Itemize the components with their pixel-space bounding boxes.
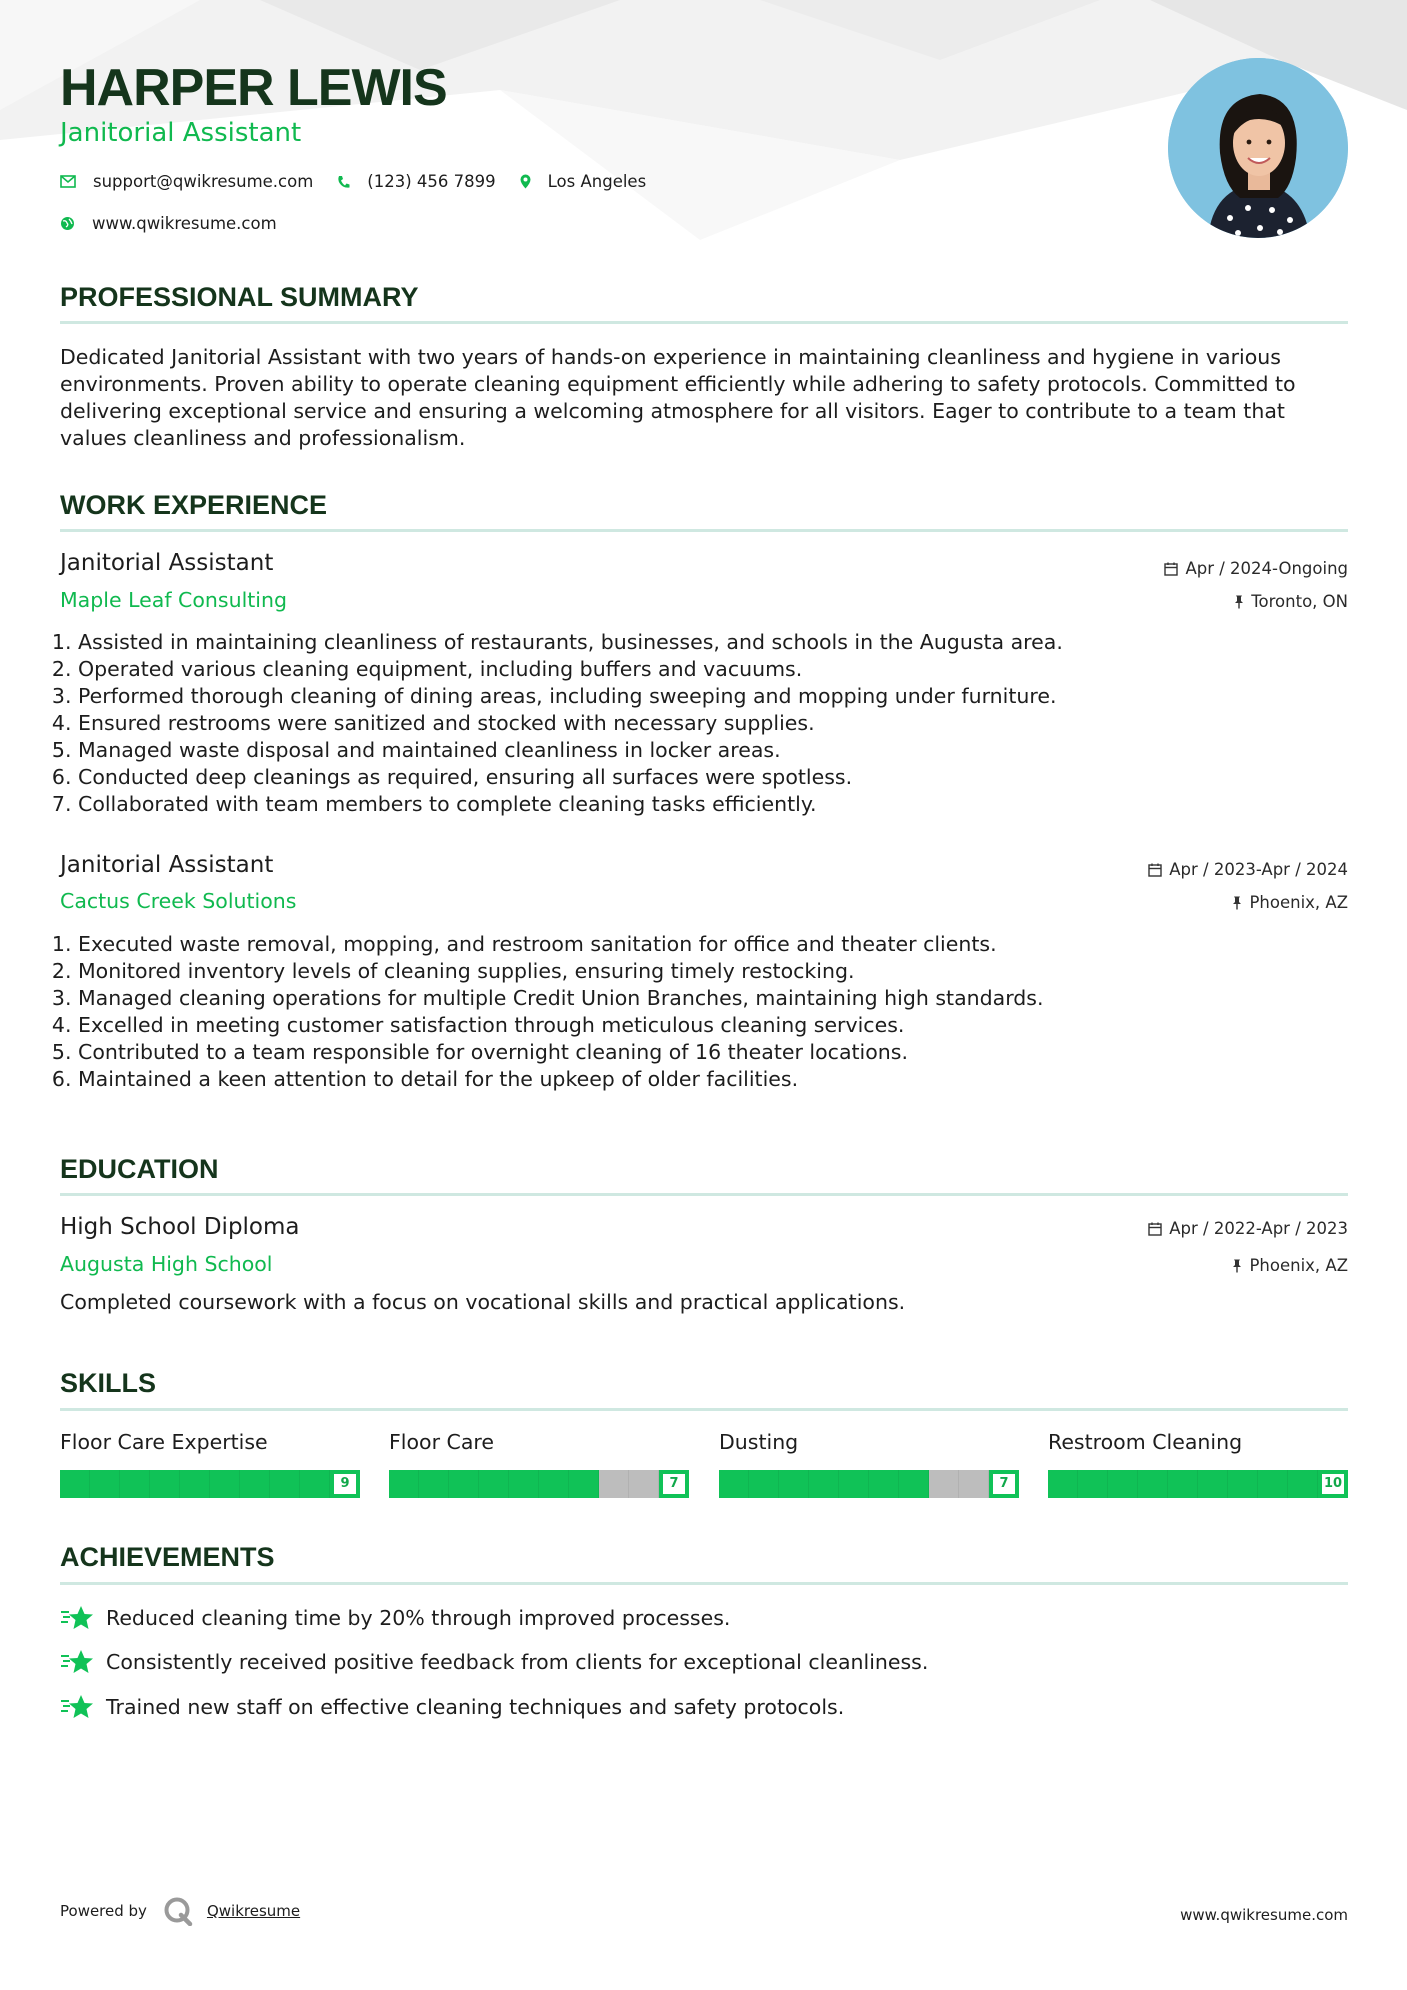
skill-bar-segment — [150, 1470, 180, 1498]
phone-text: (123) 456 7899 — [367, 172, 496, 191]
education-degree: High School Diploma — [60, 1214, 300, 1240]
website-row — [60, 214, 301, 233]
summary-line: Dedicated Janitorial Assistant with two years of hands-on experience in maintaining cleanliness and hygiene in various — [60, 345, 1281, 369]
summary-line: values cleanliness and professionalism. — [60, 426, 466, 450]
job-duties-list — [60, 931, 1043, 1093]
email-item[interactable] — [60, 172, 313, 191]
education-school: Augusta High School — [60, 1252, 273, 1276]
list-item: 5. Contributed to a team responsible for overnight cleaning of 16 theater locations. — [78, 1039, 1043, 1066]
list-item: 1. Assisted in maintaining cleanliness of restaurants, businesses, and schools in the Augusta area. — [78, 629, 1063, 656]
calendar-icon — [1148, 863, 1162, 877]
skill-level-bar — [1048, 1470, 1348, 1498]
phone-icon — [337, 175, 350, 189]
summary-divider — [60, 321, 1348, 324]
powered-by-label: Powered by — [60, 1902, 147, 1920]
skill-bar-segment — [120, 1470, 150, 1498]
skill-score: 7 — [993, 1474, 1015, 1494]
map-pin-icon — [520, 174, 531, 189]
skills-divider — [60, 1408, 1348, 1411]
calendar-icon — [1164, 562, 1178, 576]
skill-score-badge — [330, 1470, 360, 1498]
location-text: Los Angeles — [547, 172, 647, 191]
education-dates-text: Apr / 2022-Apr / 2023 — [1169, 1219, 1348, 1238]
list-item: 4. Ensured restrooms were sanitized and stocked with necessary supplies. — [78, 710, 1063, 737]
skill-item — [60, 1430, 360, 1498]
achievement-item — [60, 1693, 844, 1721]
pushpin-icon — [1234, 595, 1244, 609]
skill-bar-segment — [1258, 1470, 1288, 1498]
skill-bar-segment — [749, 1470, 779, 1498]
skill-level-bar — [389, 1470, 689, 1498]
job-dates — [1164, 559, 1348, 578]
skill-bar-segment — [719, 1470, 749, 1498]
website-text: www.qwikresume.com — [92, 214, 277, 233]
skill-score-badge — [1318, 1470, 1348, 1498]
skill-bar-segment — [839, 1470, 869, 1498]
skill-item — [1048, 1430, 1348, 1498]
footer-powered-by — [60, 1896, 300, 1926]
location-item — [520, 172, 647, 191]
job-title: Janitorial Assistant — [60, 852, 274, 878]
skill-bar-segment — [599, 1470, 629, 1498]
achievement-text: Consistently received positive feedback from clients for exceptional cleanliness. — [106, 1650, 929, 1674]
skill-bar-segment — [929, 1470, 959, 1498]
skill-bar-segment — [60, 1470, 90, 1498]
pushpin-icon — [1232, 1259, 1242, 1273]
skill-score: 9 — [334, 1474, 356, 1494]
pushpin-icon — [1232, 896, 1242, 910]
summary-text — [60, 344, 1348, 452]
candidate-name: HARPER LEWIS — [60, 59, 447, 117]
skill-bar-segment — [300, 1470, 330, 1498]
achievement-item — [60, 1648, 928, 1676]
skill-bar-segment — [90, 1470, 120, 1498]
education-description: Completed coursework with a focus on vocational skills and practical applications. — [60, 1290, 906, 1314]
list-item: 6. Maintained a keen attention to detail for the upkeep of older facilities. — [78, 1066, 1043, 1093]
email-text: support@qwikresume.com — [93, 172, 314, 191]
star-badge-icon — [60, 1693, 94, 1721]
skill-bar-segment — [1198, 1470, 1228, 1498]
skill-bar-segment — [779, 1470, 809, 1498]
skill-bar-segment — [389, 1470, 419, 1498]
skill-bar-segment — [1168, 1470, 1198, 1498]
list-item: 2. Monitored inventory levels of cleaning supplies, ensuring timely restocking. — [78, 958, 1043, 985]
skill-bar-segment — [509, 1470, 539, 1498]
summary-line: environments. Proven ability to operate cleaning equipment efficiently while adhering to safety protocols. Committed to — [60, 372, 1296, 396]
achievements-heading: ACHIEVEMENTS — [60, 1542, 275, 1572]
qwikresume-link[interactable]: Qwikresume — [206, 1902, 301, 1920]
skill-bar-segment — [1228, 1470, 1258, 1498]
skill-bar-segment — [240, 1470, 270, 1498]
list-item: 7. Collaborated with team members to complete cleaning tasks efficiently. — [78, 791, 1063, 818]
skill-bar-segment — [479, 1470, 509, 1498]
achievement-text: Trained new staff on effective cleaning techniques and safety protocols. — [106, 1695, 845, 1719]
skill-bar-segment — [419, 1470, 449, 1498]
education-divider — [60, 1193, 1348, 1196]
star-badge-icon — [60, 1604, 94, 1632]
experience-divider — [60, 529, 1348, 532]
skill-bar-segment — [629, 1470, 659, 1498]
footer-website[interactable]: www.qwikresume.com — [1180, 1906, 1348, 1924]
contact-row — [60, 172, 670, 191]
education-heading: EDUCATION — [60, 1154, 219, 1184]
job-duties-list — [60, 629, 1063, 818]
list-item: 4. Excelled in meeting customer satisfaction through meticulous cleaning services. — [78, 1012, 1043, 1039]
skill-name: Floor Care Expertise — [60, 1430, 268, 1454]
qwikresume-logo-icon — [163, 1896, 193, 1926]
experience-heading: WORK EXPERIENCE — [60, 490, 328, 520]
list-item: 3. Performed thorough cleaning of dining areas, including sweeping and mopping under furniture. — [78, 683, 1063, 710]
job-company: Cactus Creek Solutions — [60, 889, 297, 913]
list-item: 5. Managed waste disposal and maintained cleanliness in locker areas. — [78, 737, 1063, 764]
skill-bar-segment — [1048, 1470, 1078, 1498]
skill-bar-segment — [959, 1470, 989, 1498]
skill-bar-segment — [180, 1470, 210, 1498]
job-dates-text: Apr / 2023-Apr / 2024 — [1169, 860, 1348, 879]
skill-bar-segment — [449, 1470, 479, 1498]
globe-icon — [60, 216, 75, 231]
job-company: Maple Leaf Consulting — [60, 588, 288, 612]
achievement-text: Reduced cleaning time by 20% through improved processes. — [106, 1606, 731, 1630]
skill-item — [389, 1430, 689, 1498]
skill-score: 7 — [663, 1474, 685, 1494]
education-dates — [1148, 1219, 1348, 1238]
achievement-item — [60, 1604, 730, 1632]
job-location — [1232, 893, 1348, 912]
skill-bar-segment — [569, 1470, 599, 1498]
skill-bar-segment — [270, 1470, 300, 1498]
skill-bar-segment — [1288, 1470, 1318, 1498]
summary-heading: PROFESSIONAL SUMMARY — [60, 282, 419, 312]
list-item: 1. Executed waste removal, mopping, and restroom sanitation for office and theater clients. — [78, 931, 1043, 958]
list-item: 6. Conducted deep cleanings as required, ensuring all surfaces were spotless. — [78, 764, 1063, 791]
skill-bar-segment — [1078, 1470, 1108, 1498]
skill-name: Restroom Cleaning — [1048, 1430, 1243, 1454]
website-item[interactable] — [60, 214, 277, 233]
skill-name: Dusting — [719, 1430, 799, 1454]
skill-level-bar — [60, 1470, 360, 1498]
job-location-text: Toronto, ON — [1251, 592, 1348, 611]
skill-bar-segment — [1138, 1470, 1168, 1498]
skill-bar-segment — [899, 1470, 929, 1498]
skill-bar-segment — [1108, 1470, 1138, 1498]
star-badge-icon — [60, 1648, 94, 1676]
skill-score: 10 — [1322, 1474, 1344, 1494]
summary-line: delivering exceptional service and ensuring a welcoming atmosphere for all visitors. Eager to contribute to a team that — [60, 399, 1285, 423]
skill-score-badge — [989, 1470, 1019, 1498]
skill-name: Floor Care — [389, 1430, 494, 1454]
achievements-divider — [60, 1582, 1348, 1585]
job-location — [1234, 592, 1348, 611]
job-title: Janitorial Assistant — [60, 550, 274, 576]
list-item: 3. Managed cleaning operations for multiple Credit Union Branches, maintaining high standards. — [78, 985, 1043, 1012]
skill-bar-segment — [539, 1470, 569, 1498]
job-location-text: Phoenix, AZ — [1249, 893, 1348, 912]
skills-heading: SKILLS — [60, 1368, 157, 1398]
skill-score-badge — [659, 1470, 689, 1498]
job-dates-text: Apr / 2024-Ongoing — [1185, 559, 1348, 578]
education-location — [1232, 1256, 1348, 1275]
profile-photo-illustration — [1168, 58, 1348, 238]
envelope-icon — [60, 175, 76, 188]
profile-photo — [1168, 58, 1348, 238]
job-dates — [1148, 860, 1348, 879]
phone-item[interactable] — [337, 172, 495, 191]
skill-bar-segment — [869, 1470, 899, 1498]
skill-bar-segment — [809, 1470, 839, 1498]
list-item: 2. Operated various cleaning equipment, including buffers and vacuums. — [78, 656, 1063, 683]
skill-level-bar — [719, 1470, 1019, 1498]
skill-bar-segment — [210, 1470, 240, 1498]
skill-item — [719, 1430, 1019, 1498]
education-location-text: Phoenix, AZ — [1249, 1256, 1348, 1275]
candidate-role: Janitorial Assistant — [60, 118, 302, 148]
calendar-icon — [1148, 1222, 1162, 1236]
